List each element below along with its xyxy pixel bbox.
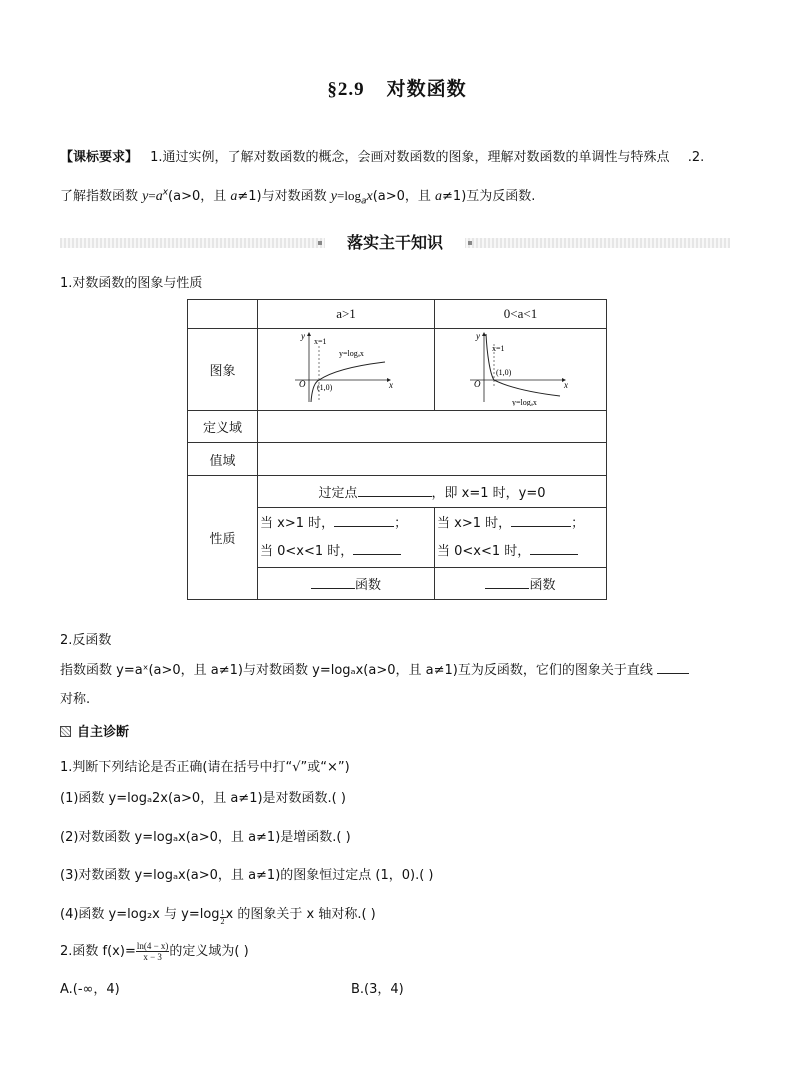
section2-heading: 2.反函数 bbox=[60, 633, 112, 648]
half-num: 1 bbox=[220, 908, 225, 917]
q1-item4-a: (4)函数 y=log₂x 与 y=log bbox=[60, 907, 220, 922]
decreasing-log-graph bbox=[466, 330, 576, 406]
q2-frac-den: x − 3 bbox=[143, 952, 162, 962]
self-check-heading bbox=[60, 721, 129, 740]
q1-item4-b: x 的图象关于 x 轴对称.( ) bbox=[225, 907, 376, 922]
req2-e: ≠1)互为反函数. bbox=[442, 189, 536, 204]
page-title bbox=[0, 74, 794, 101]
req2-b: (a>0，且 bbox=[168, 189, 227, 204]
section-number: §2.9 bbox=[327, 79, 365, 100]
req2-expr1: y bbox=[142, 189, 149, 204]
svg-text:O: O bbox=[473, 378, 480, 389]
mono2-text: 函数 bbox=[529, 578, 556, 593]
section1-heading: 1.对数函数的图象与性质 bbox=[60, 276, 203, 291]
mono1-blank bbox=[311, 576, 355, 589]
fixed-point-text-b: ，即 x=1 时，y=0 bbox=[431, 486, 546, 501]
lt1-x-lt1-text: 当 0<x<1 时， bbox=[437, 543, 531, 559]
banner-dot-left bbox=[318, 241, 322, 245]
fixed-point-text-a: 过定点 bbox=[318, 486, 358, 501]
log-function-table bbox=[187, 299, 607, 600]
increasing-log-graph bbox=[291, 330, 401, 406]
requirements-line-1 bbox=[60, 146, 704, 165]
table-row bbox=[188, 443, 607, 476]
q1-item-2: (2)对数函数 y=logₐx(a>0，且 a≠1)是增函数.( ) bbox=[60, 830, 351, 845]
svg-text:x=1: x=1 bbox=[314, 336, 327, 346]
table-row bbox=[188, 300, 607, 329]
req2-c: ≠1)与对数函数 bbox=[237, 189, 327, 204]
lt1-x-gt1-text: 当 x>1 时， bbox=[437, 515, 512, 531]
requirements-tag: 【课标要求】 bbox=[60, 150, 139, 165]
row-label-graph: 图象 bbox=[188, 329, 258, 411]
requirements-line-2: 了解指数函数 $y=a^x(a>0$，且 a≠1)与对数函数 $y=\log_ax(a>0$，且 a≠1)互为反函数. bbox=[60, 187, 536, 207]
req2-a: 了解指数函数 bbox=[60, 189, 139, 204]
row-label-range: 值域 bbox=[188, 443, 258, 476]
lt1-semicolon: ； bbox=[571, 515, 585, 531]
section-banner bbox=[60, 230, 730, 256]
range-cell bbox=[258, 443, 607, 476]
gt1-x-lt1-text: 当 0<x<1 时， bbox=[260, 543, 354, 559]
svg-text:(1,0): (1,0) bbox=[495, 367, 511, 377]
svg-text:(1,0): (1,0) bbox=[317, 382, 333, 392]
half-den: 2 bbox=[220, 917, 225, 926]
lt1-x-gt1-blank bbox=[511, 514, 571, 527]
q2-fraction bbox=[136, 941, 170, 962]
q1-item-3: (3)对数函数 y=logₐx(a>0，且 a≠1)的图象恒过定点 (1，0).( ) bbox=[60, 868, 434, 883]
banner-title: 落实主干知识 bbox=[325, 230, 465, 256]
svg-text:y=logₐx: y=logₐx bbox=[511, 397, 537, 406]
graph-cell-decreasing bbox=[435, 329, 607, 411]
gt1-x-gt1-text: 当 x>1 时， bbox=[260, 515, 335, 531]
table-row bbox=[188, 476, 607, 508]
svg-text:x: x bbox=[563, 379, 568, 390]
sign-cell-a-gt-1 bbox=[258, 508, 435, 568]
row-label-domain: 定义域 bbox=[188, 411, 258, 443]
self-check-title: 自主诊断 bbox=[77, 725, 130, 740]
table-row bbox=[188, 411, 607, 443]
table-row bbox=[188, 329, 607, 411]
section2-text-1: 指数函数 y=aˣ(a>0，且 a≠1)与对数函数 y=logₐx(a>0，且 a≠1)互为反函数，它们的图象关于直线 bbox=[60, 663, 653, 678]
monotonic-cell-a-gt-1 bbox=[258, 568, 435, 600]
section2-line-2: 对称. bbox=[60, 692, 91, 707]
fixed-point-cell bbox=[258, 476, 607, 508]
q2-option-b[interactable]: B.(3，4) bbox=[351, 982, 404, 997]
svg-text:O: O bbox=[299, 378, 306, 389]
svg-text:x: x bbox=[389, 379, 393, 390]
q2-stem-a: 2.函数 f(x)= bbox=[60, 944, 136, 959]
section-square-icon bbox=[60, 726, 71, 737]
sign-cell-a-lt-1 bbox=[435, 508, 607, 568]
q2-stem-b: 的定义域为( ) bbox=[169, 944, 249, 959]
fixed-point-blank bbox=[358, 484, 432, 497]
section2-line-1 bbox=[60, 659, 689, 678]
gt1-semicolon: ； bbox=[394, 515, 408, 531]
gt1-x-lt1-blank bbox=[353, 542, 401, 555]
q1-stem: 1.判断下列结论是否正确(请在括号中打“√”或“×”) bbox=[60, 760, 350, 775]
mono1-text: 函数 bbox=[354, 578, 381, 593]
q2-frac-num: ln(4 − x) bbox=[136, 941, 169, 951]
requirements-text-1-end: .2. bbox=[687, 150, 705, 165]
col-header-a-lt-1: 0<a<1 bbox=[435, 300, 607, 329]
domain-cell bbox=[258, 411, 607, 443]
req2-d: (a>0，且 bbox=[372, 189, 431, 204]
col-header-a-gt-1: a>1 bbox=[258, 300, 435, 329]
q2-option-a[interactable]: A.(-∞，4) bbox=[60, 982, 120, 997]
svg-text:y: y bbox=[475, 330, 480, 341]
graph-cell-increasing bbox=[258, 329, 435, 411]
q1-item-4 bbox=[60, 903, 376, 926]
lt1-x-lt1-blank bbox=[530, 542, 578, 555]
mono2-blank bbox=[485, 576, 529, 589]
monotonic-cell-a-lt-1 bbox=[435, 568, 607, 600]
row-label-properties: 性质 bbox=[188, 476, 258, 600]
banner-dot-right bbox=[468, 241, 472, 245]
symmetry-line-blank bbox=[657, 661, 689, 674]
svg-text:x=1: x=1 bbox=[491, 343, 505, 353]
svg-text:y: y bbox=[301, 330, 305, 341]
corner-cell bbox=[188, 300, 258, 329]
requirements-text-1: 1.通过实例，了解对数函数的概念，会画对数函数的图象，理解对数函数的单调性与特殊点 bbox=[150, 150, 670, 165]
q2-stem bbox=[60, 940, 249, 962]
svg-text:y=logₐx: y=logₐx bbox=[339, 348, 364, 358]
section-title: 对数函数 bbox=[386, 79, 467, 100]
q1-item-1: (1)函数 y=logₐ2x(a>0，且 a≠1)是对数函数.( ) bbox=[60, 791, 346, 806]
gt1-x-gt1-blank bbox=[334, 514, 394, 527]
